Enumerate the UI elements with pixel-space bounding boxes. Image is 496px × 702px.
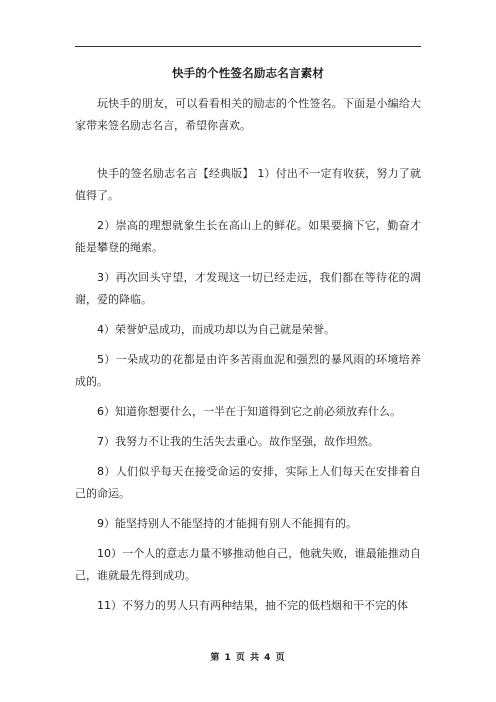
quote-paragraph: 8）人们似乎每天在接受命运的安排，实际上人们每天在安排着自己的命运。 <box>75 465 421 500</box>
quote-paragraph: 3）再次回头守望，才发现这一切已经走远，我们都在等待花的凋谢，爱的降临。 <box>75 271 421 306</box>
page-number-footer: 第 1 页 共 4 页 <box>210 653 286 663</box>
quote-paragraph: 11）不努力的男人只有两种结果，抽不完的低档烟和干不完的体 <box>97 599 408 612</box>
quote-paragraph: 2）崇高的理想就象生长在高山上的鲜花。如果要摘下它，勤奋才能是攀登的绳索。 <box>75 219 421 254</box>
quote-paragraph: 4）荣誉妒忌成功，而成功却以为自己就是荣誉。 <box>97 323 335 336</box>
quote-paragraph: 7）我努力不让我的生活失去重心。故作坚强，故作坦然。 <box>97 435 379 448</box>
quote-paragraph: 6）知道你想要什么，一半在于知道得到它之前必须放弃什么。 <box>97 405 401 418</box>
quote-paragraph: 9）能坚持别人不能坚持的才能拥有别人不能拥有的。 <box>97 517 357 530</box>
intro-paragraph: 玩快手的朋友，可以看看相关的励志的个性签名。下面是小编给大家带来签名励志名言，希望你喜欢。 <box>75 97 421 132</box>
quote-paragraph: 10）一个人的意志力量不够推动他自己，他就失败，谁最能推动自己，谁就最先得到成功。 <box>75 547 421 582</box>
header-rule <box>75 46 421 47</box>
document-title: 快手的个性签名励志名言素材 <box>171 66 325 80</box>
quote-paragraph: 5）一朵成功的花都是由许多苦雨血泥和强烈的暴风雨的环境培养成的。 <box>75 353 421 388</box>
quote-paragraph-heading: 快手的签名励志名言【经典版】 1）付出不一定有收获，努力了就值得了。 <box>75 167 421 202</box>
document-body <box>75 93 421 625</box>
